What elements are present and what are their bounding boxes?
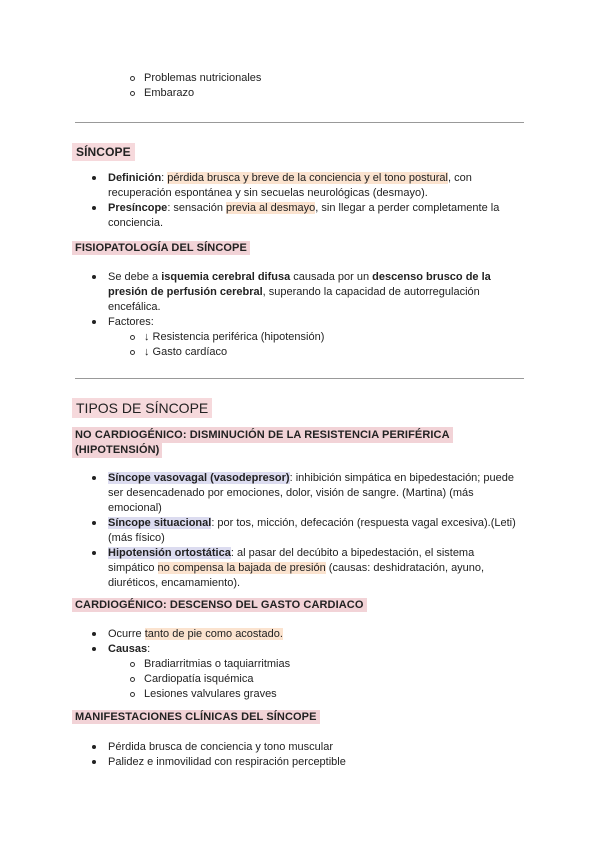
ortostatica-highlight: no compensa la bajada de presión	[157, 562, 326, 574]
vasovagal-label: Síncope vasovagal (vasodepresor)	[108, 472, 290, 484]
cardio-highlight: tanto de pie como acostado.	[144, 628, 283, 640]
vasovagal-text: : inhibición simpática en bipedestación; puede	[289, 472, 515, 484]
list-item: Pérdida brusca de conciencia y tono muscular	[108, 741, 334, 753]
fisio-bold: descenso brusco de la	[372, 271, 491, 283]
subsection-title-manifestaciones: MANIFESTACIONES CLÍNICAS DEL SÍNCOPE	[72, 710, 320, 724]
situacional-text: : por tos, micción, defecación (respuesta vagal excesiva).(Leti)	[211, 517, 516, 529]
circle-bullet-icon	[130, 350, 135, 355]
causas-label-line	[108, 642, 150, 657]
bullet-icon	[92, 760, 96, 764]
circle-bullet-icon	[130, 91, 135, 96]
list-item: ↓ Gasto cardíaco	[144, 346, 228, 358]
section-title-sincope: SÍNCOPE	[72, 143, 135, 161]
bullet-icon	[92, 551, 96, 555]
definition-line-2: recuperación espontánea y sin secuelas neurológicas (desmayo).	[108, 187, 428, 199]
presincope-line-2: conciencia.	[108, 217, 164, 229]
causas-colon: :	[147, 643, 151, 655]
divider	[75, 378, 524, 379]
list-item: Bradiarritmias o taquiarritmias	[144, 658, 291, 670]
presincope-label: Presíncope	[108, 202, 168, 214]
definition-colon: :	[161, 172, 165, 184]
situacional-label: Síncope situacional	[108, 517, 212, 529]
cardio-text: Ocurre	[108, 628, 145, 640]
fisio-line-1	[108, 270, 491, 285]
fisio-line-3: encefálica.	[108, 301, 161, 313]
fisio-text: causada por un	[290, 271, 373, 283]
fisio-text: Se debe a	[108, 271, 162, 283]
bullet-icon	[92, 206, 96, 210]
definition-highlight: pérdida brusca y breve de la conciencia y el tono postural	[167, 172, 448, 184]
subsection-title-no-cardiogenico: NO CARDIOGÉNICO: DISMINUCIÓN DE LA RESISTENCIA PERIFÉRICA	[72, 427, 453, 443]
ortostatica-text: (causas: deshidratación, ayuno,	[325, 562, 485, 574]
factores-label: Factores:	[108, 316, 154, 328]
bullet-icon	[92, 632, 96, 636]
list-item: ↓ Resistencia periférica (hipotensión)	[144, 331, 325, 343]
bullet-icon	[92, 275, 96, 279]
circle-bullet-icon	[130, 677, 135, 682]
cardio-line-1	[108, 627, 283, 642]
bullet-icon	[92, 476, 96, 480]
bullet-icon	[92, 647, 96, 651]
section-title-fisiopatologia: FISIOPATOLOGÍA DEL SÍNCOPE	[72, 241, 250, 255]
subsection-title-cardiogenico: CARDIOGÉNICO: DESCENSO DEL GASTO CARDIACO	[72, 598, 367, 612]
definition-rest: , con	[447, 172, 472, 184]
presincope-highlight: previa al desmayo	[226, 202, 316, 214]
definition-line-1	[108, 171, 472, 186]
presincope-mid: : sensación	[167, 202, 227, 214]
causas-label: Causas	[108, 643, 148, 655]
circle-bullet-icon	[130, 76, 135, 81]
circle-bullet-icon	[130, 335, 135, 340]
ortostatica-text: simpático	[108, 562, 158, 574]
definition-label: Definición	[108, 172, 162, 184]
ortostatica-line-3: diuréticos, encamamiento).	[108, 577, 241, 589]
section-title-tipos: TIPOS DE SÍNCOPE	[72, 398, 212, 418]
bullet-icon	[92, 320, 96, 324]
presincope-rest: , sin llegar a perder completamente la	[315, 202, 500, 214]
circle-bullet-icon	[130, 692, 135, 697]
ortostatica-line-2	[108, 561, 484, 576]
divider	[75, 122, 524, 123]
bullet-icon	[92, 521, 96, 525]
circle-bullet-icon	[130, 662, 135, 667]
ortostatica-label: Hipotensión ortostática	[108, 547, 231, 559]
list-item: Problemas nutricionales	[144, 72, 262, 84]
vasovagal-line-1	[108, 471, 514, 486]
fisio-text: , superando la capacidad de autorregulación	[262, 286, 480, 298]
presincope-line-1	[108, 201, 499, 216]
list-item: Lesiones valvulares graves	[144, 688, 277, 700]
fisio-bold: presión de perfusión cerebral	[108, 286, 263, 298]
ortostatica-text: : al pasar del decúbito a bipedestación, el sistema	[230, 547, 475, 559]
list-item: Embarazo	[144, 87, 195, 99]
list-item: Palidez e inmovilidad con respiración perceptible	[108, 756, 346, 768]
subsection-title-no-cardiogenico-2: (HIPOTENSIÓN)	[72, 442, 162, 458]
fisio-bold: isquemia cerebral difusa	[161, 271, 291, 283]
bullet-icon	[92, 176, 96, 180]
list-item: Cardiopatía isquémica	[144, 673, 254, 685]
situacional-line-1	[108, 516, 516, 531]
vasovagal-line-3: emocional)	[108, 502, 162, 514]
situacional-line-2: (más físico)	[108, 532, 165, 544]
vasovagal-line-2: ser desencadenado por emociones, dolor, visión de sangre. (Martina) (más	[108, 487, 474, 499]
ortostatica-line-1	[108, 546, 474, 561]
bullet-icon	[92, 745, 96, 749]
fisio-line-2	[108, 285, 480, 300]
